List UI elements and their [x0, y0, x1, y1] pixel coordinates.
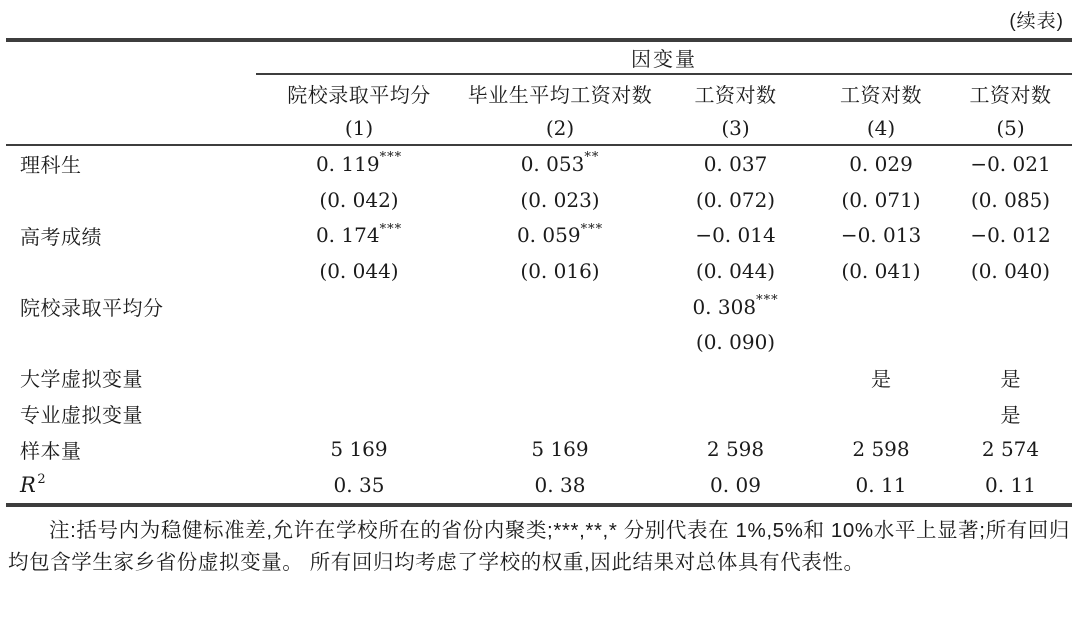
standard-error-cell	[462, 324, 658, 360]
coefficient-cell	[462, 360, 658, 396]
row-label: 院校录取平均分	[20, 298, 164, 321]
coefficient-cell	[658, 360, 813, 396]
row-label: 高考成绩	[20, 226, 102, 249]
coefficient-cell: 0. 11	[985, 473, 1036, 498]
column-header-label: 工资对数	[694, 84, 777, 107]
row-label-spacer	[6, 253, 256, 289]
standard-error-cell: (0. 042)	[319, 187, 399, 212]
coefficient-cell: 0. 35	[333, 473, 385, 498]
coefficient-cell: 0. 308 ***	[692, 293, 779, 319]
standard-error-cell	[256, 324, 462, 360]
standard-error-cell: (0. 044)	[695, 258, 776, 283]
column-header-row	[6, 75, 1072, 111]
significance-stars: **	[584, 150, 600, 166]
standard-error-cell: (0. 072)	[695, 187, 776, 212]
column-header-label: 院校录取平均分	[287, 84, 431, 107]
coefficient-cell	[813, 289, 949, 325]
coefficient-cell: 5 169	[330, 437, 388, 462]
table-bottom-double-rule	[6, 503, 1072, 507]
column-header-spacer	[6, 75, 256, 111]
coefficient-cell: −0. 012	[970, 223, 1051, 248]
column-header-number: (5)	[996, 115, 1025, 140]
significance-stars: ***	[379, 221, 403, 237]
row-label: 专业虚拟变量	[20, 405, 143, 428]
row-label-spacer	[6, 182, 256, 218]
column-header-number: (4)	[866, 115, 896, 140]
column-header-number: (2)	[545, 115, 575, 140]
continued-label: (续表)	[1009, 10, 1064, 32]
significance-stars: ***	[580, 221, 604, 237]
table-body	[6, 146, 1072, 503]
table-note: 注:括号内为稳健标准差,允许在学校所在的省份内聚类;***,**,* 分别代表在 1%,5%和 10%水平上显著;所有回归均包含学生家乡省份虚拟变量。 所有回归均考虑了学校的权重,因此结果对总体具有代表性。	[8, 518, 1070, 574]
dependent-variable-spanner: 因变量	[256, 42, 1072, 75]
coefficient-cell: 2 574	[981, 437, 1040, 462]
coefficient-cell: 0. 119 ***	[315, 150, 403, 176]
row-label-spacer	[6, 324, 256, 360]
coefficient-cell	[462, 396, 658, 432]
column-header-label: 工资对数	[969, 84, 1052, 107]
coefficient-cell: 是	[1000, 369, 1021, 392]
coefficient-cell	[949, 289, 1072, 325]
coefficient-cell: −0. 021	[970, 151, 1051, 176]
column-number-row	[6, 111, 1072, 144]
coefficient-cell: 是	[871, 369, 891, 392]
standard-error-cell: (0. 023)	[520, 187, 600, 212]
row-label: 大学虚拟变量	[20, 369, 143, 392]
coefficient-cell: 0. 11	[855, 473, 907, 498]
coefficient-cell: −0. 014	[695, 223, 776, 248]
standard-error-cell: (0. 044)	[319, 258, 399, 283]
coefficient-cell	[256, 289, 462, 325]
standard-error-cell: (0. 040)	[970, 258, 1051, 283]
standard-error-cell: (0. 090)	[695, 330, 776, 355]
column-header-label: 工资对数	[840, 84, 922, 107]
column-header-number: (3)	[721, 115, 750, 140]
r-squared-label: $R^2$	[20, 472, 47, 498]
coefficient-cell: −0. 013	[840, 223, 922, 248]
continued-row	[6, 6, 1072, 32]
coefficient-cell	[813, 396, 949, 432]
coefficient-cell: 0. 38	[534, 473, 586, 498]
column-header-number: (1)	[344, 115, 374, 140]
row-label: 样本量	[20, 440, 82, 463]
standard-error-cell: (0. 071)	[841, 187, 921, 212]
spanner-spacer	[6, 42, 256, 75]
standard-error-cell: (0. 016)	[520, 258, 600, 283]
significance-stars: ***	[756, 293, 779, 309]
coefficient-cell: 2 598	[706, 437, 765, 462]
coefficient-cell: 0. 053 **	[520, 150, 600, 176]
coefficient-cell	[256, 396, 462, 432]
coefficient-cell: 0. 059 ***	[516, 221, 604, 248]
row-label	[6, 467, 256, 503]
coefficient-cell	[462, 289, 658, 325]
standard-error-cell	[949, 324, 1072, 360]
standard-error-cell	[813, 324, 949, 360]
coefficient-cell: 0. 09	[710, 473, 761, 498]
coefficient-cell	[256, 360, 462, 396]
column-number-spacer	[6, 111, 256, 144]
coefficient-cell: 0. 029	[849, 151, 913, 176]
coefficient-cell: 是	[1000, 405, 1021, 428]
coefficient-cell: 2 598	[852, 437, 910, 462]
coefficient-cell: 0. 174 ***	[315, 221, 403, 248]
significance-stars: ***	[379, 150, 403, 166]
standard-error-cell: (0. 041)	[841, 258, 921, 283]
coefficient-cell: 5 169	[531, 437, 589, 462]
coefficient-cell	[658, 396, 813, 432]
standard-error-cell: (0. 085)	[970, 187, 1051, 212]
coefficient-cell: 0. 037	[703, 151, 768, 176]
column-header-label: 毕业生平均工资对数	[467, 84, 653, 107]
dependent-variable-spanner-row	[6, 42, 1072, 75]
row-label: 理科生	[20, 155, 82, 178]
